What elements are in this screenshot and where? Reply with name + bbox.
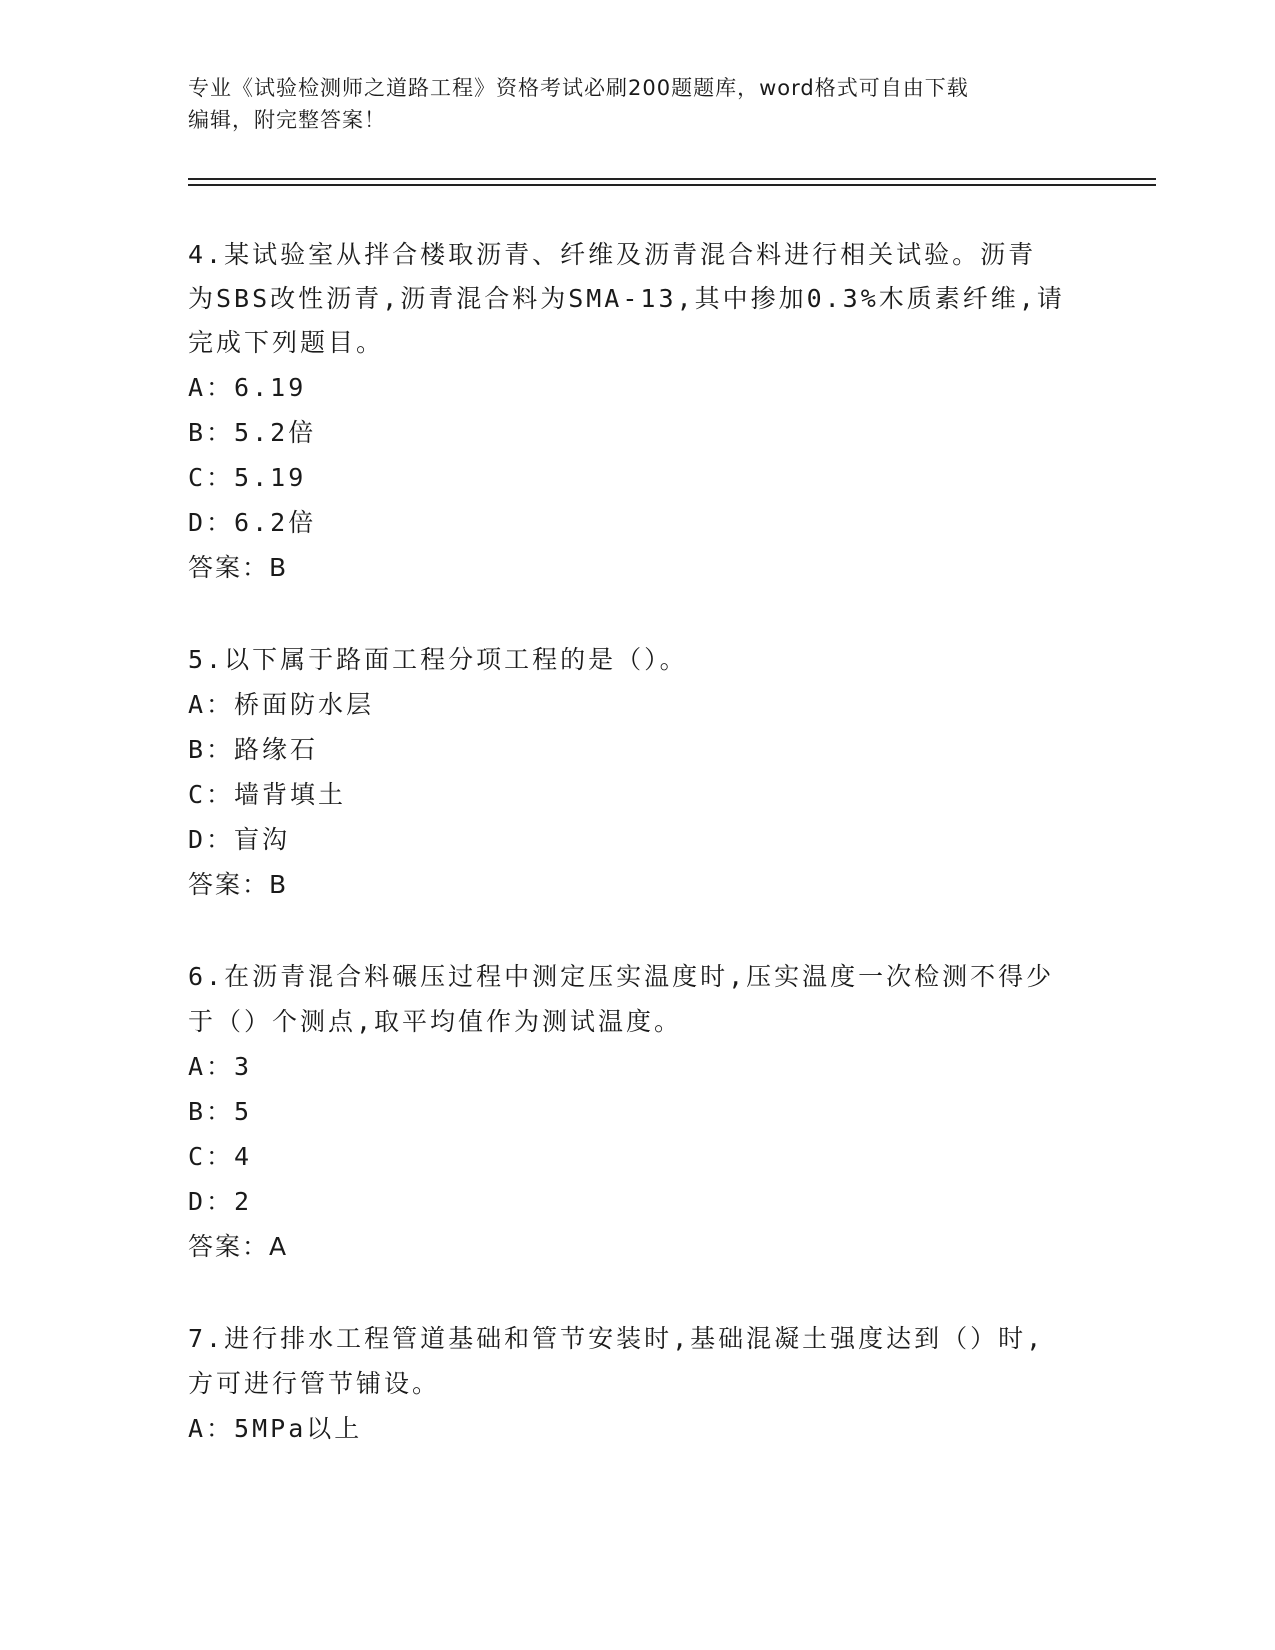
question-4-stem-line-1: 4.某试验室从拌合楼取沥青、纤维及沥青混合料进行相关试验。沥青 [188, 240, 1037, 269]
question-7-option-a: A：5MPa以上 [188, 1414, 363, 1443]
header-divider-bottom [188, 184, 1156, 186]
document-header [188, 72, 1088, 136]
question-6-option-a: A：3 [188, 1052, 253, 1081]
header-divider-top [188, 178, 1156, 180]
question-4-stem-line-3: 完成下列题目。 [188, 328, 385, 357]
question-5-option-c: C：墙背填土 [188, 780, 347, 809]
question-6-option-d: D：2 [188, 1187, 253, 1216]
question-5-option-b: B：路缘石 [188, 735, 319, 764]
question-6-stem-line-1: 6.在沥青混合料碾压过程中测定压实温度时,压实温度一次检测不得少 [188, 962, 1055, 991]
question-4-option-c: C：5.19 [188, 463, 307, 492]
question-4-option-b: B：5.2倍 [188, 418, 317, 447]
header-line-2: 编辑，附完整答案！ [188, 108, 386, 132]
question-7-stem-line-1: 7.进行排水工程管道基础和管节安装时,基础混凝土强度达到（）时, [188, 1324, 1045, 1353]
question-7-stem-line-2: 方可进行管节铺设。 [188, 1369, 441, 1398]
question-6-answer: 答案：A [188, 1232, 289, 1261]
question-6-stem-line-2: 于（）个测点,取平均值作为测试温度。 [188, 1007, 683, 1036]
question-5-answer: 答案：B [188, 870, 289, 899]
question-4-option-d: D：6.2倍 [188, 508, 317, 537]
question-5-option-a: A：桥面防水层 [188, 690, 375, 719]
question-6-option-c: C：4 [188, 1142, 253, 1171]
question-5-stem-line-1: 5.以下属于路面工程分项工程的是（）。 [188, 645, 688, 674]
question-6-option-b: B：5 [188, 1097, 253, 1126]
header-line-1: 专业《试验检测师之道路工程》资格考试必刷200题题库，word格式可自由下载 [188, 76, 969, 100]
question-4-stem-line-2: 为SBS改性沥青,沥青混合料为SMA-13,其中掺加0.3%木质素纤维,请 [188, 284, 1065, 313]
question-5-option-d: D：盲沟 [188, 825, 291, 854]
question-4-answer: 答案：B [188, 553, 289, 582]
question-4-option-a: A：6.19 [188, 373, 307, 402]
